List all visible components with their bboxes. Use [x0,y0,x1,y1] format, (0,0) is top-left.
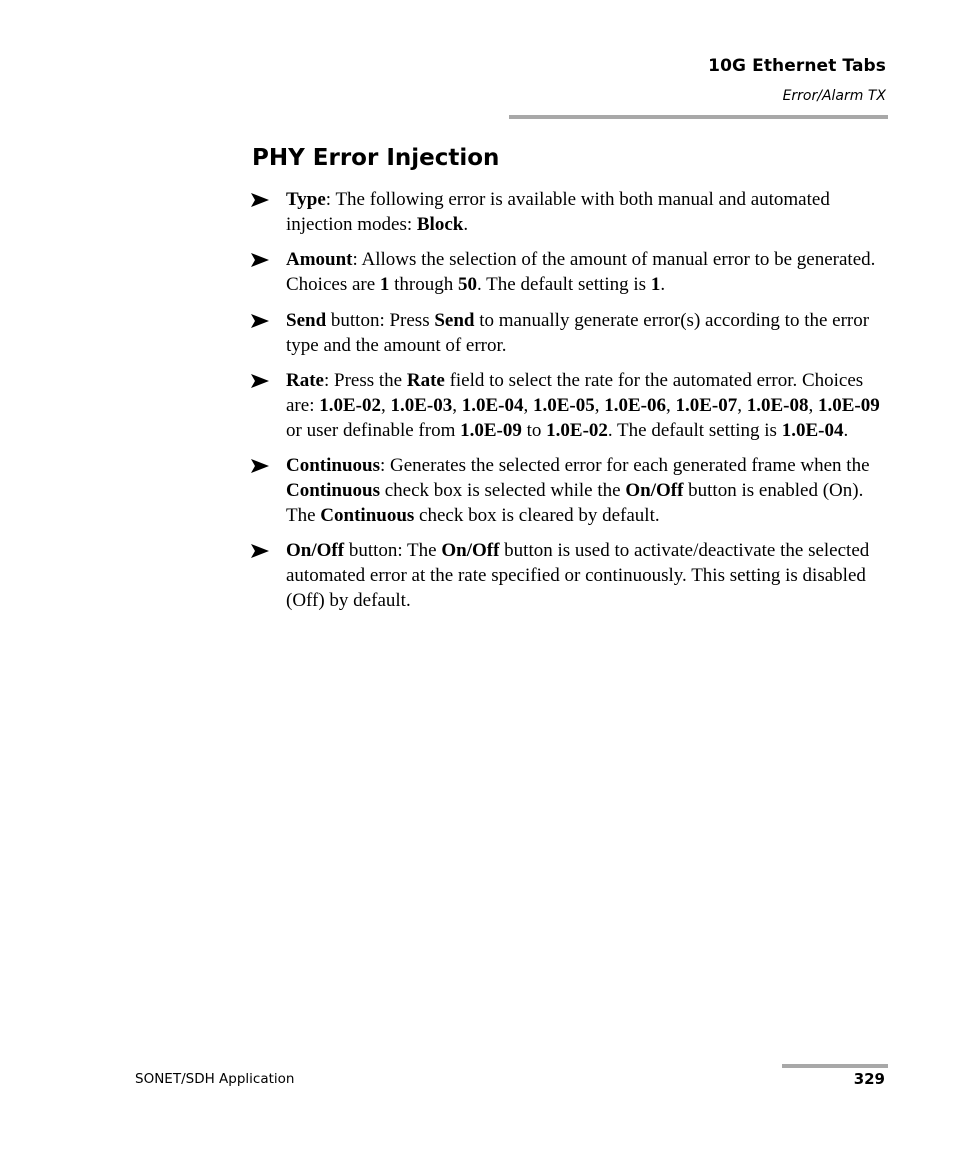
bold-term: Continuous [286,455,380,477]
arrowhead-bullet-icon [250,458,270,476]
header-subtitle: Error/Alarm TX [782,88,886,104]
header-title: 10G Ethernet Tabs [708,56,886,76]
text-run: field to select the rate for the automated error. Choices are: [286,370,864,416]
bold-term: On/Off [625,480,684,502]
text-run: . [843,419,849,441]
bold-term: 1.0E-09 [460,419,522,441]
text-run: button: The [344,540,442,562]
bold-term: 1 [650,274,661,296]
text-run: , [452,394,462,416]
bold-term: 1.0E-02 [546,419,608,441]
bold-term: Type [286,189,326,210]
bold-term: 50 [458,274,478,296]
header-divider [509,115,888,119]
text-run: . The default setting is [607,419,782,441]
bold-term: 1.0E-06 [604,394,666,416]
bold-term: 1.0E-04 [461,394,524,416]
text-run: button is used to activate/deactivate the selected automated error at the rate specified or continuously. This setting is disabled (Off) by default. [286,540,870,611]
arrowhead-bullet-icon [250,313,270,331]
arrowhead-bullet-icon [250,192,270,210]
list-item-text [286,310,869,356]
text-run: or user definable from [286,419,461,441]
bold-term: 1.0E-03 [390,394,453,416]
text-run: . The default setting is [477,274,651,296]
text-run: , [523,394,533,416]
list-item-text [286,189,830,235]
text-run: : The following error is available with both manual and automated injection modes: [286,189,830,235]
bold-term: 1 [379,274,390,296]
bold-term: Rate [406,370,445,392]
bold-term: Send [286,309,327,331]
page-number: 329 [853,1070,885,1088]
list-item [250,454,890,528]
list-item [250,309,890,358]
text-run: , [380,394,391,416]
bold-term: On/Off [441,540,500,562]
text-run: : Generates the selected error for each generated frame when the [380,455,870,477]
footer-document-title: SONET/SDH Application [135,1071,295,1087]
bold-term: Amount [286,249,353,271]
list-item-text [286,249,875,295]
arrowhead-bullet-icon [250,373,270,391]
bold-term: 1.0E-09 [817,394,880,416]
bold-term: 1.0E-05 [532,394,595,416]
bullet-list [250,188,890,625]
text-run: , [808,394,818,416]
list-item-text [286,540,869,610]
bold-term: Rate [286,370,324,392]
list-item [250,369,890,443]
text-run: check box is cleared by default. [414,504,660,526]
text-run: . [463,213,469,235]
list-item-text [286,455,870,525]
text-run: , [665,394,676,416]
bold-term: Continuous [286,480,380,502]
text-run: , [594,394,605,416]
list-item-text [286,370,880,440]
text-run: to manually generate error(s) according to the error type and the amount of error. [286,309,870,356]
arrowhead-bullet-icon [250,252,270,270]
text-run: to [521,419,547,441]
bold-term: On/Off [286,540,345,562]
list-item [250,248,890,297]
bold-term: 1.0E-04 [781,419,844,441]
text-run: through [389,274,459,296]
bold-term: Send [434,309,475,331]
text-run: check box is selected while the [380,480,626,502]
bold-term: 1.0E-07 [675,394,738,416]
text-run: . [660,274,666,296]
text-run: : Allows the selection of the amount of manual error to be generated. Choices are [286,249,876,296]
list-item [250,539,890,613]
text-run: : Press the [323,370,407,392]
text-run: button: Press [326,309,435,331]
footer-divider [782,1064,888,1068]
arrowhead-bullet-icon [250,543,270,561]
bold-term: Block [416,213,464,235]
bold-term: 1.0E-08 [746,394,809,416]
section-heading: PHY Error Injection [252,145,500,171]
text-run: button is enabled (On). The [286,480,864,526]
bold-term: Continuous [320,504,415,526]
bold-term: 1.0E-02 [319,394,381,416]
list-item [250,188,890,237]
text-run: , [737,394,747,416]
